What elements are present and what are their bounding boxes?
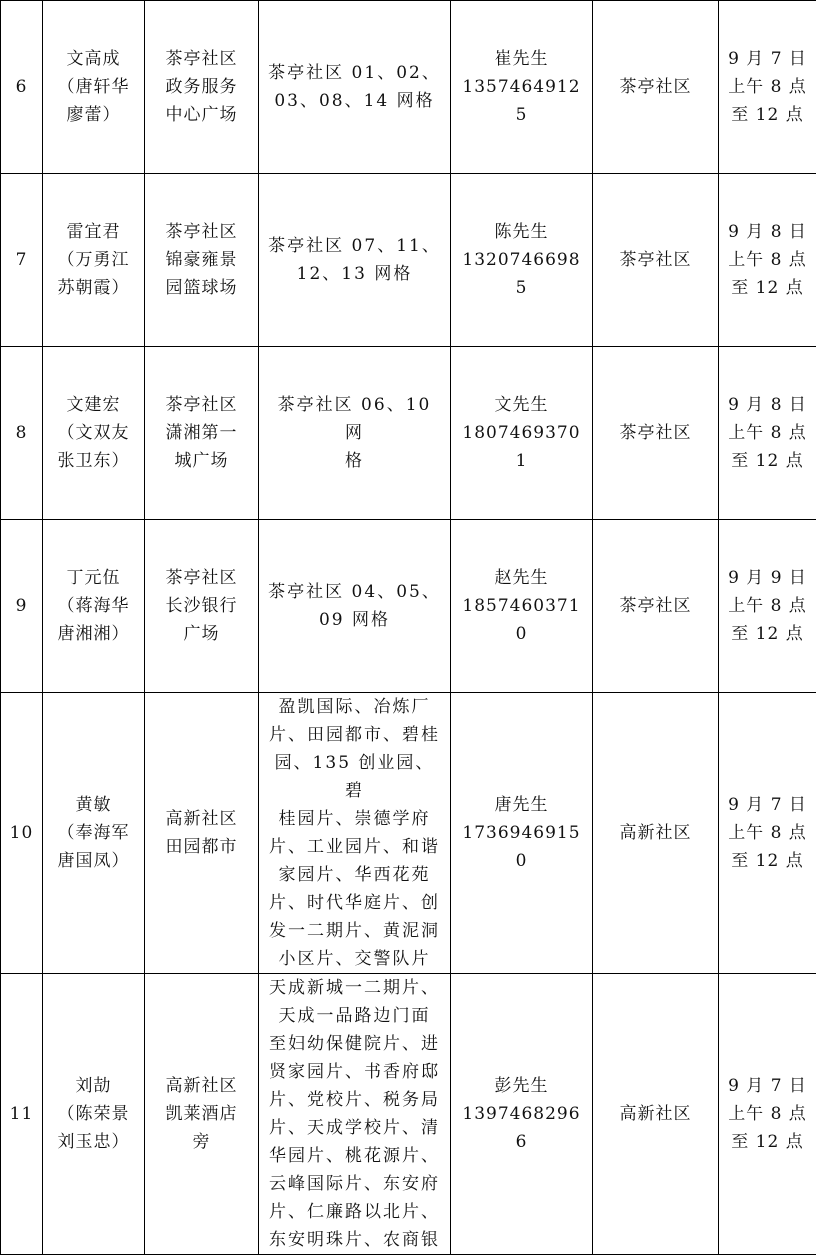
location-cell-line: 茶亭社区 [151, 391, 252, 419]
area-cell-line: 贤家园片、书香府邸 [267, 1058, 442, 1086]
location-cell-line: 长沙银行 [151, 592, 252, 620]
leader-cell-line: （唐轩华 [49, 73, 138, 101]
leader-cell-line: 文高成 [49, 45, 138, 73]
leader-cell [43, 1, 145, 174]
contact-cell-line: 13207466985 [457, 246, 586, 302]
contact-cell [451, 174, 593, 347]
area-cell-line: 天成新城一二期片、 [267, 974, 442, 1002]
leader-cell-line: （陈荣景 [49, 1100, 138, 1128]
time-cell-line: 9 月 7 日 [725, 1072, 810, 1100]
contact-cell-line: 赵先生 [457, 564, 586, 592]
time-cell [719, 174, 816, 347]
contact-cell-line: 17369469150 [457, 819, 586, 875]
location-cell-line: 中心广场 [151, 101, 252, 129]
time-cell-line: 9 月 8 日 [725, 391, 810, 419]
table-row [1, 1, 816, 174]
area-cell [259, 1, 451, 174]
contact-cell-line: 13974682966 [457, 1100, 586, 1156]
area-cell-line: 园、135 创业园、碧 [267, 749, 442, 805]
area-cell-line: 天成一品路边门面 [267, 1002, 442, 1030]
community-cell: 茶亭社区 [593, 347, 719, 520]
leader-cell [43, 974, 145, 1255]
time-cell-line: 至 12 点 [725, 274, 810, 302]
row-number: 11 [1, 974, 43, 1255]
area-cell-line: 片、天成学校片、清 [267, 1114, 442, 1142]
location-cell-line: 旁 [151, 1128, 252, 1156]
area-cell-line: 茶亭社区 04、05、 [267, 578, 442, 606]
area-cell-line: 云峰国际片、东安府 [267, 1170, 442, 1198]
contact-cell [451, 347, 593, 520]
area-cell-line: 小区片、交警队片 [267, 945, 442, 973]
community-cell: 茶亭社区 [593, 520, 719, 693]
time-cell-line: 至 12 点 [725, 620, 810, 648]
area-cell-line: 盈凯国际、冶炼厂 [267, 693, 442, 721]
leader-cell-line: 唐国凤） [49, 847, 138, 875]
time-cell [719, 974, 816, 1255]
time-cell-line: 上午 8 点 [725, 73, 810, 101]
time-cell-line: 9 月 8 日 [725, 218, 810, 246]
leader-cell [43, 174, 145, 347]
leader-cell-line: 刘劼 [49, 1072, 138, 1100]
location-cell-line: 城广场 [151, 447, 252, 475]
leader-cell-line: 刘玉忠） [49, 1128, 138, 1156]
leader-cell-line: 廖蕾） [49, 101, 138, 129]
time-cell-line: 上午 8 点 [725, 419, 810, 447]
area-cell-line: 茶亭社区 07、11、 [267, 232, 442, 260]
community-cell: 茶亭社区 [593, 1, 719, 174]
leader-cell-line: （万勇江 [49, 246, 138, 274]
contact-cell-line: 文先生 [457, 391, 586, 419]
location-cell-line: 政务服务 [151, 73, 252, 101]
leader-cell-line: 唐湘湘） [49, 620, 138, 648]
location-cell-line: 茶亭社区 [151, 564, 252, 592]
time-cell-line: 至 12 点 [725, 1128, 810, 1156]
area-cell-line: 片、时代华庭片、创 [267, 889, 442, 917]
contact-cell-line: 13574649125 [457, 73, 586, 129]
location-cell [145, 974, 259, 1255]
location-cell-line: 广场 [151, 620, 252, 648]
area-cell-line: 茶亭社区 01、02、 [267, 59, 442, 87]
contact-cell [451, 974, 593, 1255]
leader-cell-line: 雷宜君 [49, 218, 138, 246]
area-cell [259, 347, 451, 520]
time-cell [719, 347, 816, 520]
time-cell-line: 9 月 9 日 [725, 564, 810, 592]
leader-cell-line: 苏朝霞） [49, 274, 138, 302]
time-cell-line: 至 12 点 [725, 447, 810, 475]
area-cell [259, 974, 451, 1255]
location-cell-line: 潇湘第一 [151, 419, 252, 447]
area-cell-line: 茶亭社区 06、10 网 [267, 391, 442, 447]
table-row [1, 693, 816, 974]
time-cell-line: 上午 8 点 [725, 1100, 810, 1128]
time-cell [719, 1, 816, 174]
time-cell-line: 至 12 点 [725, 847, 810, 875]
table-row [1, 520, 816, 693]
community-cell: 高新社区 [593, 693, 719, 974]
leader-cell-line: 文建宏 [49, 391, 138, 419]
time-cell-line: 9 月 7 日 [725, 45, 810, 73]
location-cell [145, 174, 259, 347]
location-cell-line: 高新社区 [151, 805, 252, 833]
location-cell-line: 高新社区 [151, 1072, 252, 1100]
row-number: 8 [1, 347, 43, 520]
table-row [1, 174, 816, 347]
row-number: 10 [1, 693, 43, 974]
area-cell-line: 03、08、14 网格 [267, 87, 442, 115]
leader-cell-line: （奉海军 [49, 819, 138, 847]
contact-cell-line: 18074693701 [457, 419, 586, 475]
location-cell-line: 园篮球场 [151, 274, 252, 302]
area-cell-line: 片、党校片、税务局 [267, 1086, 442, 1114]
time-cell-line: 上午 8 点 [725, 819, 810, 847]
location-cell-line: 茶亭社区 [151, 218, 252, 246]
location-cell [145, 693, 259, 974]
table-row [1, 974, 816, 1255]
area-cell-line: 华园片、桃花源片、 [267, 1142, 442, 1170]
location-cell-line: 凯莱酒店 [151, 1100, 252, 1128]
time-cell [719, 693, 816, 974]
contact-cell [451, 693, 593, 974]
contact-cell [451, 520, 593, 693]
time-cell-line: 上午 8 点 [725, 246, 810, 274]
time-cell-line: 9 月 7 日 [725, 791, 810, 819]
contact-cell-line: 崔先生 [457, 45, 586, 73]
contact-cell-line: 唐先生 [457, 791, 586, 819]
area-cell [259, 693, 451, 974]
leader-cell [43, 347, 145, 520]
time-cell-line: 至 12 点 [725, 101, 810, 129]
area-cell-line: 09 网格 [267, 606, 442, 634]
area-cell-line: 东安明珠片、农商银 [267, 1226, 442, 1254]
leader-cell-line: （文双友 [49, 419, 138, 447]
time-cell [719, 520, 816, 693]
location-cell-line: 茶亭社区 [151, 45, 252, 73]
area-cell-line: 家园片、华西花苑 [267, 861, 442, 889]
area-cell-line: 发一二期片、黄泥洞 [267, 917, 442, 945]
location-cell [145, 347, 259, 520]
leader-cell [43, 693, 145, 974]
leader-cell-line: 丁元伍 [49, 564, 138, 592]
row-number: 9 [1, 520, 43, 693]
area-cell-line: 片、仁廉路以北片、 [267, 1198, 442, 1226]
time-cell-line: 上午 8 点 [725, 592, 810, 620]
area-cell-line: 片、田园都市、碧桂 [267, 721, 442, 749]
contact-cell-line: 陈先生 [457, 218, 586, 246]
area-cell [259, 520, 451, 693]
contact-cell-line: 18574603710 [457, 592, 586, 648]
area-cell-line: 片、工业园片、和谐 [267, 833, 442, 861]
community-cell: 茶亭社区 [593, 174, 719, 347]
contact-cell-line: 彭先生 [457, 1072, 586, 1100]
location-cell [145, 520, 259, 693]
area-cell-line: 桂园片、崇德学府 [267, 805, 442, 833]
location-cell-line: 田园都市 [151, 833, 252, 861]
area-cell-line: 12、13 网格 [267, 260, 442, 288]
leader-cell-line: 张卫东） [49, 447, 138, 475]
location-cell-line: 锦豪雍景 [151, 246, 252, 274]
leader-cell [43, 520, 145, 693]
row-number: 7 [1, 174, 43, 347]
leader-cell-line: 黄敏 [49, 791, 138, 819]
table-row [1, 347, 816, 520]
leader-cell-line: （蒋海华 [49, 592, 138, 620]
row-number: 6 [1, 1, 43, 174]
table-body [1, 1, 816, 1255]
area-cell-line: 格 [267, 447, 442, 475]
contact-cell [451, 1, 593, 174]
area-cell [259, 174, 451, 347]
location-cell [145, 1, 259, 174]
community-cell: 高新社区 [593, 974, 719, 1255]
area-cell-line: 至妇幼保健院片、进 [267, 1030, 442, 1058]
